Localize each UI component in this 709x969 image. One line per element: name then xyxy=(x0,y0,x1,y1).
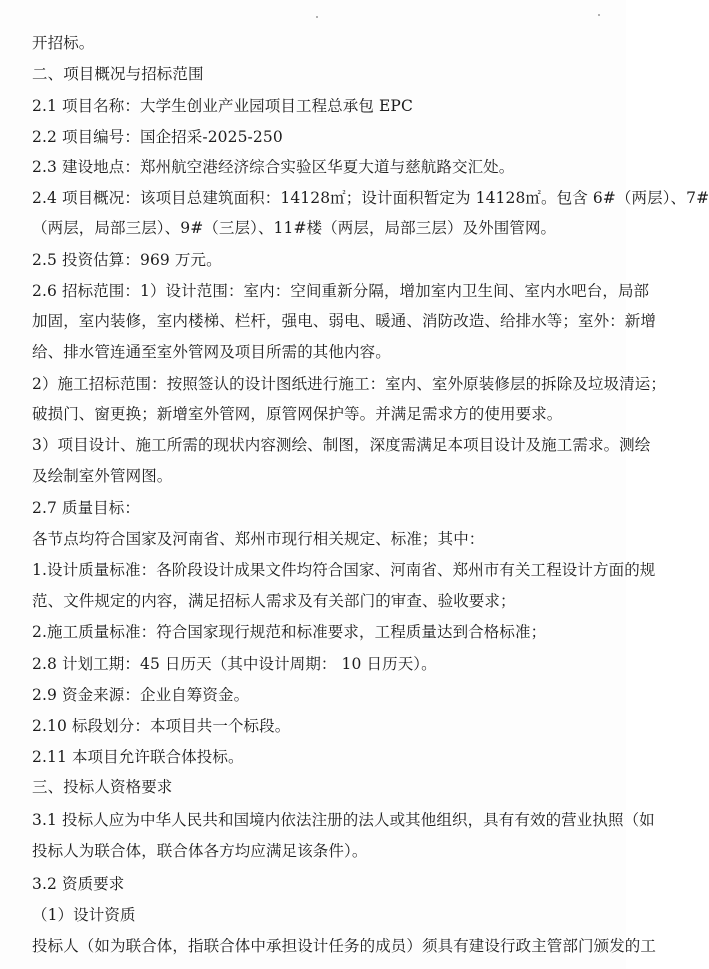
section-heading: 二、项目概况与招标范围 xyxy=(32,65,204,83)
text-line: 开招标。 xyxy=(32,34,95,52)
scan-speck xyxy=(316,16,318,18)
text-line: 2.5 投资估算：969 万元。 xyxy=(32,251,222,269)
text-line: 及绘制室外管网图。 xyxy=(32,467,173,485)
text-line: 2.4 项目概况：该项目总建筑面积：14128㎡；设计面积暂定为 14128㎡。包含 6#（两层）、7# xyxy=(32,189,709,207)
text-line: 3.2 资质要求 xyxy=(32,875,125,893)
text-line: 2.9 资金来源：企业自筹资金。 xyxy=(32,686,250,704)
text-line: 各节点均符合国家及河南省、郑州市现行相关规定、标准；其中： xyxy=(32,530,485,548)
scan-speck xyxy=(598,14,600,16)
text-line: 2）施工招标范围：按照签认的设计图纸进行施工：室内、室外原装修层的拆除及垃圾清运； xyxy=(32,375,666,393)
text-line: 3.1 投标人应为中华人民共和国境内依法注册的法人或其他组织，具有有效的营业执照（如 xyxy=(32,811,655,829)
text-line: 投标人（如为联合体，指联合体中承担设计任务的成员）须具有建设行政主管部门颁发的工 xyxy=(32,937,657,955)
text-line: 2.3 建设地点：郑州航空港经济综合实验区华夏大道与慈航路交汇处。 xyxy=(32,158,515,176)
text-line: 2.2 项目编号：国企招采-2025-250 xyxy=(32,128,283,146)
text-line: 2.6 招标范围：1）设计范围：室内：空间重新分隔，增加室内卫生间、室内水吧台，局部 xyxy=(32,282,650,300)
text-line: 2.7 质量目标： xyxy=(32,499,140,517)
text-line: 范、文件规定的内容，满足招标人需求及有关部门的审查、验收要求； xyxy=(32,592,516,610)
text-line: 破损门、窗更换；新增室外管网，原管网保护等。并满足需求方的使用要求。 xyxy=(32,405,563,423)
text-line: （1）设计资质 xyxy=(32,906,136,924)
text-line: 2.施工质量标准：符合国家现行规范和标准要求，工程质量达到合格标准； xyxy=(32,623,547,641)
section-heading: 三、投标人资格要求 xyxy=(32,778,173,796)
text-line: 2.1 项目名称：大学生创业产业园项目工程总承包 EPC xyxy=(32,97,413,115)
text-line: 1.设计质量标准：各阶段设计成果文件均符合国家、河南省、郑州市有关工程设计方面的规 xyxy=(32,561,656,579)
text-line: 2.10 标段划分：本项目共一个标段。 xyxy=(32,717,291,735)
text-line: （两层，局部三层）、9#（三层）、11#楼（两层，局部三层）及外围管网。 xyxy=(32,219,557,237)
text-line: 3）项目设计、施工所需的现状内容测绘、制图，深度需满足本项目设计及施工需求。测绘 xyxy=(32,436,651,454)
text-line: 给、排水管连通至室外管网及项目所需的其他内容。 xyxy=(32,343,391,361)
text-line: 2.11 本项目允许联合体投标。 xyxy=(32,748,244,766)
text-line: 投标人为联合体，联合体各方均应满足该条件）。 xyxy=(32,842,368,860)
text-line: 2.8 计划工期：45 日历天（其中设计周期： 10 日历天）。 xyxy=(32,655,437,673)
text-line: 加固，室内装修，室内楼梯、栏杆，强电、弱电、暖通、消防改造、给排水等；室外：新增 xyxy=(32,312,657,330)
